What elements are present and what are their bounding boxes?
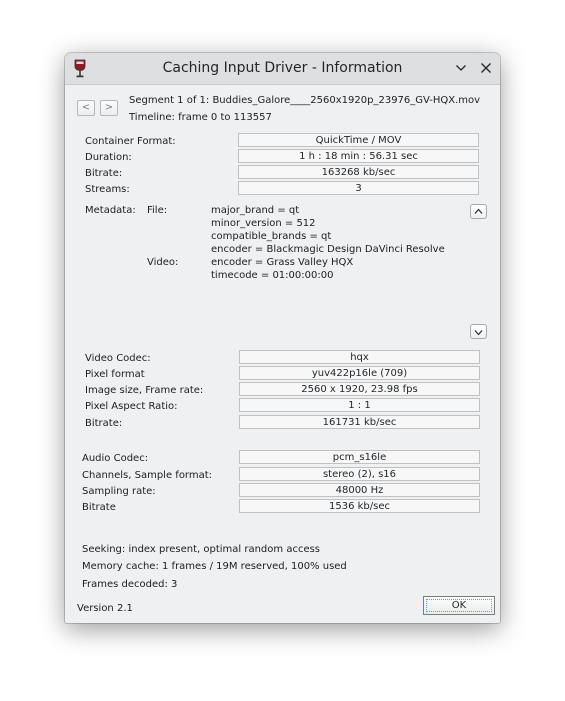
frames-decoded-status: Frames decoded: 3 — [82, 579, 178, 590]
version-label: Version 2.1 — [77, 603, 133, 614]
duration-label: Duration: — [85, 152, 132, 163]
metadata-file-line: minor_version = 512 — [211, 218, 316, 229]
video-bitrate-label: Bitrate: — [85, 418, 123, 429]
titlebar[interactable] — [65, 53, 500, 85]
metadata-file-label: File: — [147, 205, 168, 216]
metadata-video-label: Video: — [147, 257, 179, 268]
segment-info: Segment 1 of 1: Buddies_Galore____2560x1920p_23976_GV-HQX.mov — [129, 95, 481, 106]
scroll-up-icon — [474, 208, 483, 215]
metadata-file-line: compatible_brands = qt — [211, 231, 332, 242]
sampling-rate-value: 48000 Hz — [239, 483, 480, 497]
video-codec-value: hqx — [239, 350, 480, 364]
channels-value: stereo (2), s16 — [239, 467, 480, 481]
metadata-scroll-down-button[interactable] — [470, 324, 487, 339]
container-format-value: QuickTime / MOV — [238, 133, 479, 147]
window-title: Caching Input Driver - Information — [162, 60, 403, 76]
next-segment-button[interactable]: > — [100, 100, 118, 116]
container-format-label: Container Format: — [85, 136, 176, 147]
pixel-format-value: yuv422p16le (709) — [239, 366, 480, 380]
timeline-info: Timeline: frame 0 to 113557 — [129, 112, 272, 123]
container-bitrate-value: 163268 kb/sec — [238, 165, 479, 179]
pixel-aspect-value: 1 : 1 — [239, 398, 480, 412]
image-size-value: 2560 x 1920, 23.98 fps — [239, 382, 480, 396]
seeking-status: Seeking: index present, optimal random access — [82, 544, 321, 555]
pixel-aspect-label: Pixel Aspect Ratio: — [85, 401, 178, 412]
prev-segment-button[interactable]: < — [77, 100, 95, 116]
channels-label: Channels, Sample format: — [82, 470, 213, 481]
minimize-chevron-icon[interactable] — [454, 61, 468, 75]
metadata-file-line: major_brand = qt — [211, 205, 300, 216]
audio-bitrate-label: Bitrate — [82, 502, 116, 513]
metadata-file-line: encoder = Blackmagic Design DaVinci Resolve — [211, 244, 445, 255]
pixel-format-label: Pixel format — [85, 369, 145, 380]
metadata-video-line: timecode = 01:00:00:00 — [211, 270, 334, 281]
info-dialog — [65, 53, 500, 623]
ok-button[interactable]: OK — [423, 596, 495, 615]
streams-label: Streams: — [85, 184, 130, 195]
close-icon[interactable] — [479, 61, 493, 75]
metadata-video-line: encoder = Grass Valley HQX — [211, 257, 354, 268]
audio-codec-label: Audio Codec: — [82, 453, 149, 464]
streams-value: 3 — [238, 181, 479, 195]
sampling-rate-label: Sampling rate: — [82, 486, 156, 497]
audio-codec-value: pcm_s16le — [239, 450, 480, 464]
video-bitrate-value: 161731 kb/sec — [239, 415, 480, 429]
metadata-label: Metadata: — [85, 205, 136, 216]
metadata-scroll-up-button[interactable] — [470, 204, 487, 219]
audio-bitrate-value: 1536 kb/sec — [239, 499, 480, 513]
image-size-label: Image size, Frame rate: — [85, 385, 204, 396]
container-bitrate-label: Bitrate: — [85, 168, 123, 179]
video-codec-label: Video Codec: — [85, 353, 151, 364]
duration-value: 1 h : 18 min : 56.31 sec — [238, 149, 479, 163]
scroll-down-icon — [474, 329, 483, 336]
memory-cache-status: Memory cache: 1 frames / 19M reserved, 100% used — [82, 561, 347, 572]
